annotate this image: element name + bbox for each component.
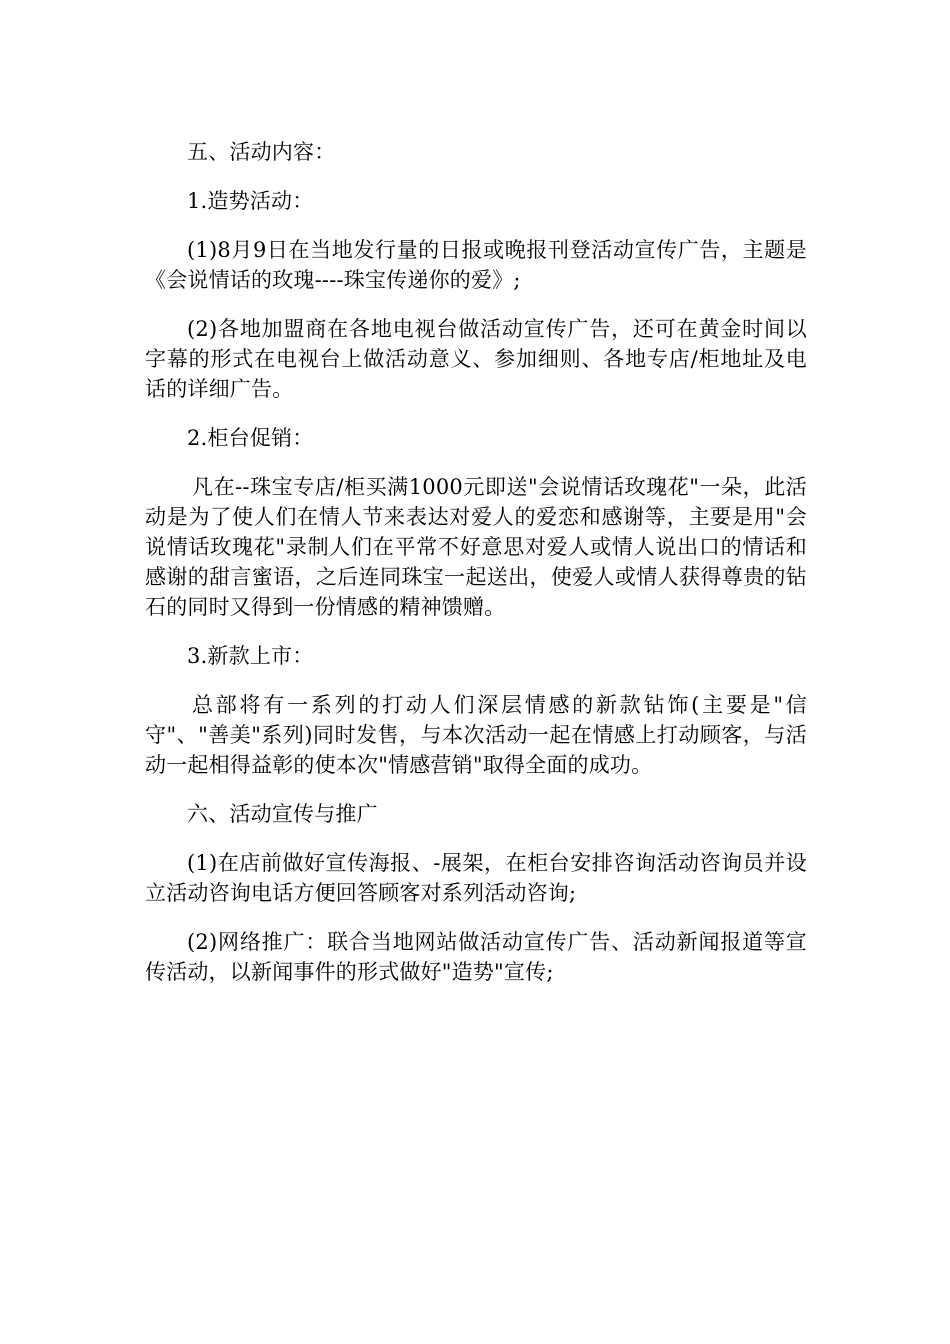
paragraph-new-products: 总部将有一系列的打动人们深层情感的新款钻饰(主要是"信守"、"善美"系列)同时发售，与本次活动一起在情感上打动顾客，与活动一起相得益彰的使本次"情感营销"取得全面的成功。 [145,693,807,777]
paragraph-online-promotion: (2)网络推广：联合当地网站做活动宣传广告、活动新闻报道等宣传活动，以新闻事件的形式做好"造势"宣传; [145,930,807,984]
section-heading-promotion: 六、活动宣传与推广 [187,802,378,826]
paragraph-store-promotion: (1)在店前做好宣传海报、-展架，在柜台安排咨询活动咨询员并设立活动咨询电话方便回答顾客对系列活动咨询; [145,851,807,905]
document-body [145,137,807,1006]
subheading-new-products: 3.新款上市： [187,644,314,668]
paragraph-counter-promotion: 凡在--珠宝专店/柜买满1000元即送"会说情话玫瑰花"一朵，此活动是为了使人们在情人节来表达对爱人的爱恋和感谢等，主要是用"会说情话玫瑰花"录制人们在平常不好意思对爱人或情人说出口的情话和感谢的甜言蜜语，之后连同珠宝一起送出，使爱人或情人获得尊贵的钻石的同时又得到一份情感的精神馈赠。 [145,475,807,619]
subheading-counter-promotion: 2.柜台促销： [187,426,314,450]
section-heading-activity-content: 五、活动内容： [187,140,336,164]
paragraph-newspaper-ad: (1)8月9日在当地发行量的日报或晚报刊登活动宣传广告，主题是《会说情话的玫瑰----珠宝传递你的爱》; [145,238,807,292]
subheading-momentum-activity: 1.造势活动： [187,189,314,213]
paragraph-tv-ad: (2)各地加盟商在各地电视台做活动宣传广告，还可在黄金时间以字幕的形式在电视台上做活动意义、参加细则、各地专店/柜地址及电话的详细广告。 [145,317,807,401]
